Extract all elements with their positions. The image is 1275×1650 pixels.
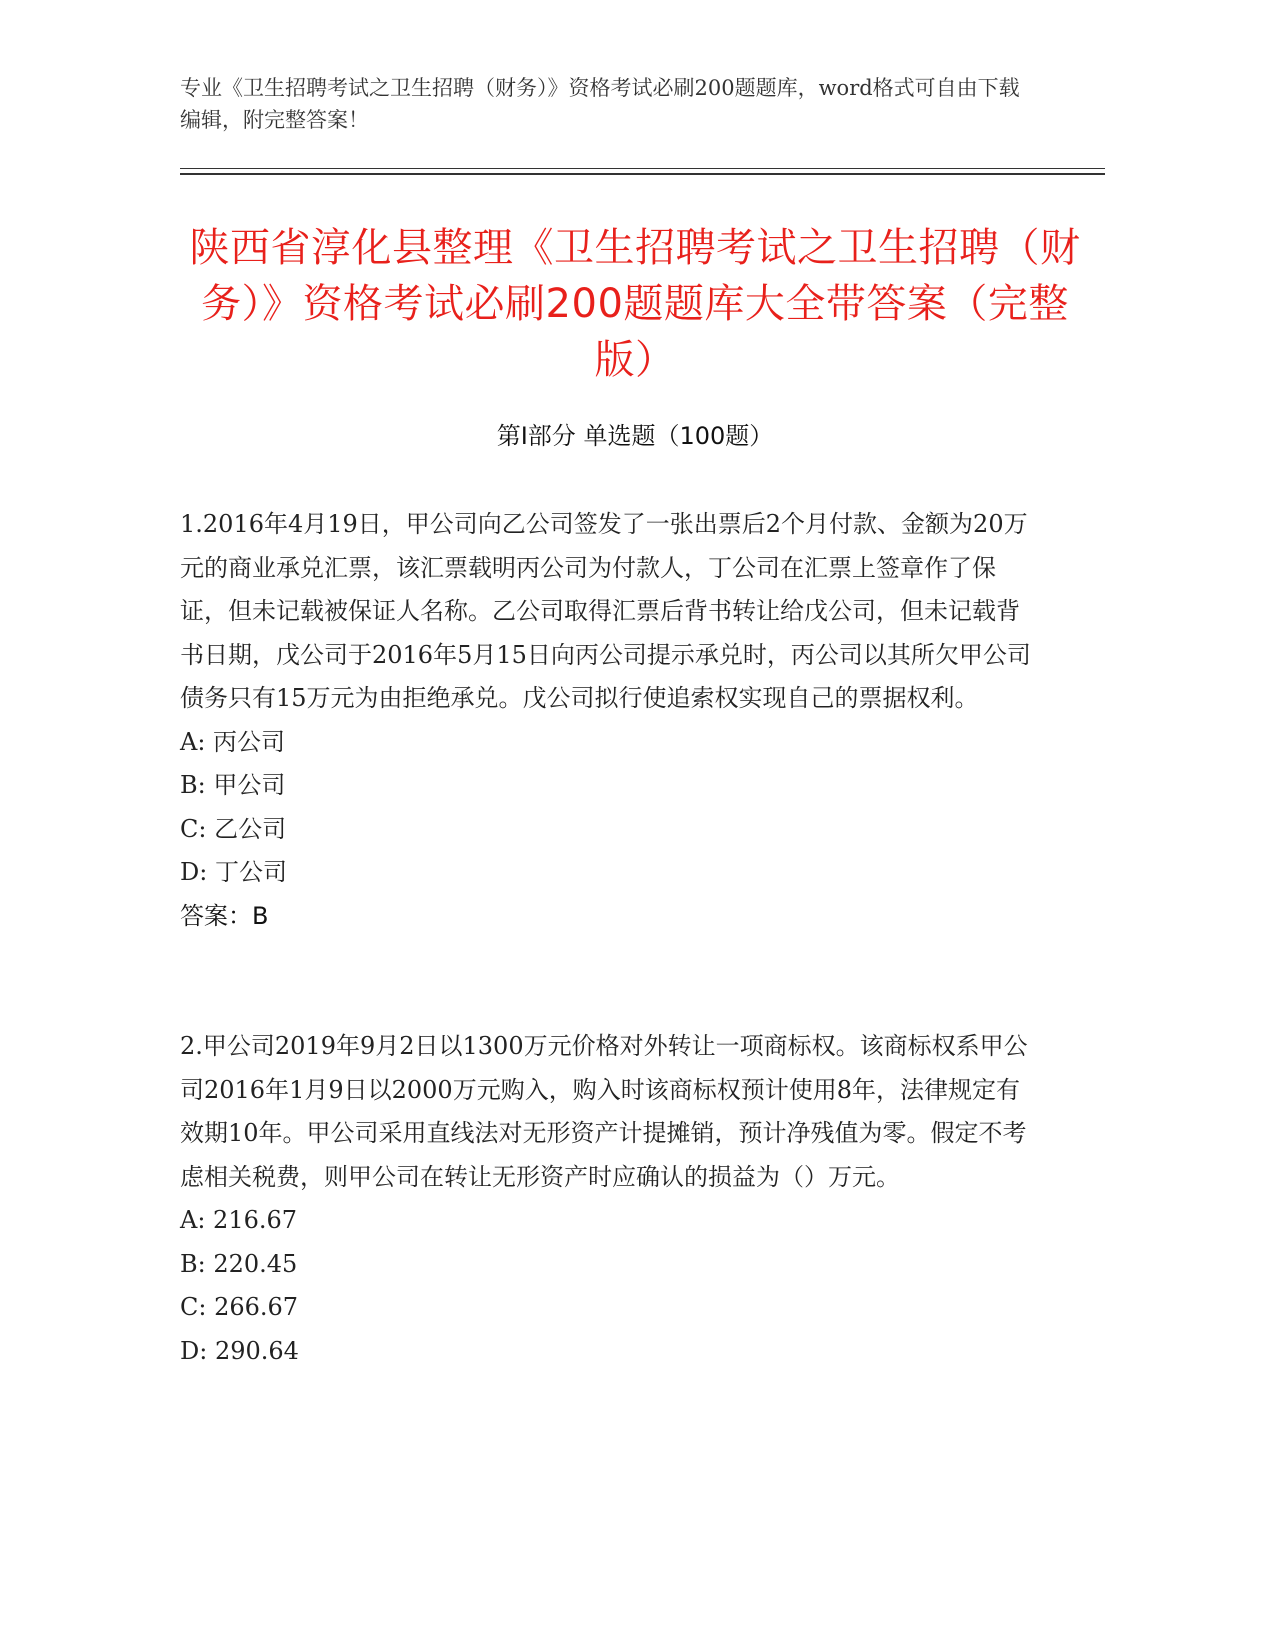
option-a: A: 丙公司 (180, 727, 286, 756)
option-c: C: 266.67 (180, 1293, 299, 1321)
section-heading: 第Ⅰ部分 单选题（100题） (496, 422, 774, 450)
header-divider-thin (180, 168, 1105, 169)
header-divider-thick (180, 173, 1105, 175)
option-c: C: 乙公司 (180, 814, 287, 843)
question-stem: 1.2016年4月19日，甲公司向乙公司签发了一张出票后2个月付款、金额为20万元的商业承兑汇票，该汇票载明丙公司为付款人，丁公司在汇票上签章作了保证，但未记载被保证人名称。乙公司取得汇票后背书转让给戊公司，但未记载背书日期，戊公司于2016年5月15日向丙公司提示承兑时，丙公司以其所欠甲公司债务只有15万元为由拒绝承兑。戊公司拟行使追索权实现自己的票据权利。 (180, 510, 1031, 712)
document-title: 陕西省淳化县整理《卫生招聘考试之卫生招聘（财务）》资格考试必刷200题题库大全带答案（完整版） (189, 225, 1081, 383)
question-1 (180, 503, 1040, 938)
option-d: D: 290.64 (180, 1336, 299, 1365)
header-note: 专业《卫生招聘考试之卫生招聘（财务）》资格考试必刷200题题库，word格式可自由下载编辑，附完整答案！ (180, 76, 1020, 132)
option-b: B: 甲公司 (180, 771, 286, 799)
option-a: A: 216.67 (180, 1206, 298, 1234)
question-stem: 2.甲公司2019年9月2日以1300万元价格对外转让一项商标权。该商标权系甲公司2016年1月9日以2000万元购入，购入时该商标权预计使用8年，法律规定有效期10年。甲公司采用直线法对无形资产计提摊销，预计净残值为零。假定不考虑相关税费，则甲公司在转让无形资产时应确认的损益为（）万元。 (180, 1032, 1028, 1191)
option-b: B: 220.45 (180, 1249, 298, 1278)
option-d: D: 丁公司 (180, 858, 287, 886)
question-2 (180, 1025, 1040, 1373)
answer-line: 答案：B (180, 901, 269, 930)
